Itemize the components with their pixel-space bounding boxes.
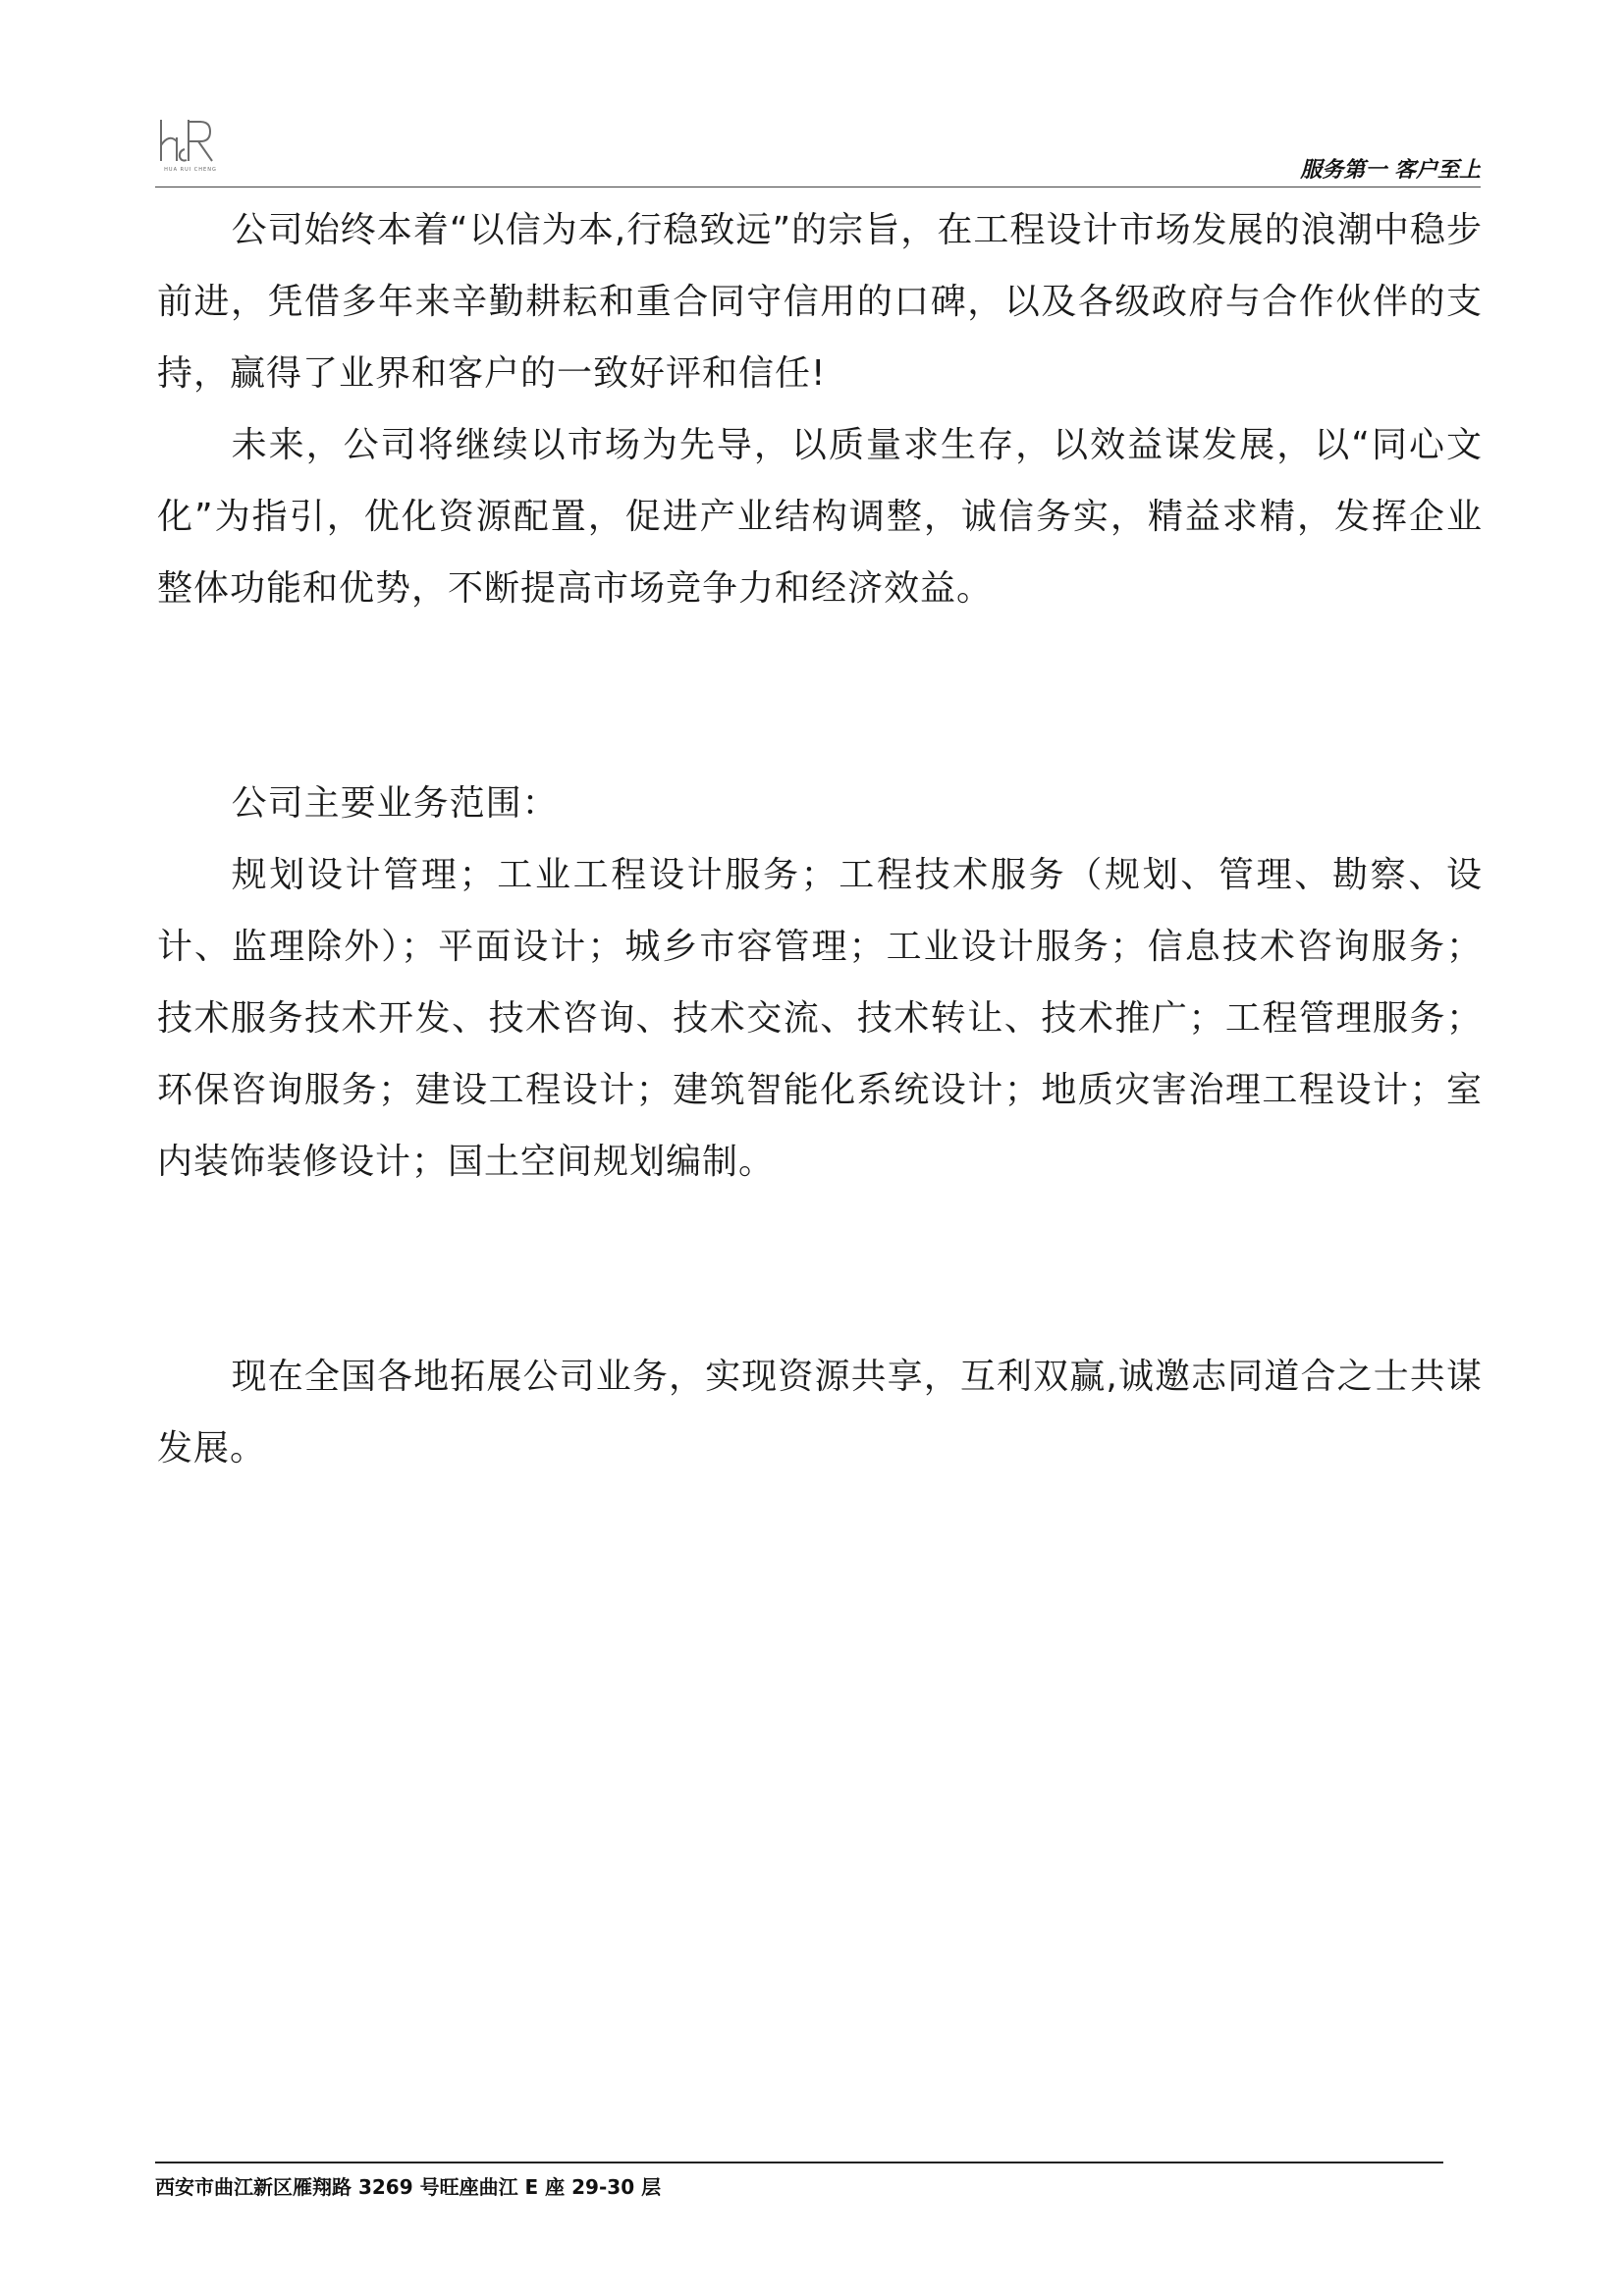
document-body — [157, 194, 1483, 1484]
spacer — [157, 1198, 1483, 1341]
intro-paragraph-1: 公司始终本着“以信为本,行稳致远”的宗旨，在工程设计市场发展的浪潮中稳步前进，凭借多年来辛勤耕耘和重合同守信用的口碑，以及各级政府与合作伙伴的支持，赢得了业界和客户的一致好评和信任! — [157, 210, 1483, 394]
footer-address: 西安市曲江新区雁翔路 3269 号旺座曲江 E 座 29-30 层 — [155, 2175, 662, 2199]
logo-caption: HUA RUI CHENG — [164, 167, 217, 173]
spacer — [157, 624, 1483, 768]
company-logo — [155, 116, 226, 181]
footer-divider — [155, 2162, 1443, 2163]
header-slogan: 服务第一 客户至上 — [1300, 158, 1481, 183]
intro-paragraph-2: 未来，公司将继续以市场为先导，以质量求生存，以效益谋发展，以“同心文化”为指引，优化资源配置，促进产业结构调整，诚信务实，精益求精，发挥企业整体功能和优势，不断提高市场竞争力和经济效益。 — [157, 425, 1483, 609]
scope-heading: 公司主要业务范围： — [231, 783, 559, 824]
scope-paragraph: 规划设计管理；工业工程设计服务；工程技术服务（规划、管理、勘察、设计、监理除外）；平面设计；城乡市容管理；工业设计服务；信息技术咨询服务；技术服务技术开发、技术咨询、技术交流、技术转让、技术推广；工程管理服务；环保咨询服务；建设工程设计；建筑智能化系统设计；地质灾害治理工程设计；室内装饰装修设计；国土空间规划编制。 — [157, 855, 1483, 1182]
closing-paragraph: 现在全国各地拓展公司业务，实现资源共享，互利双赢,诚邀志同道合之士共谋发展。 — [157, 1357, 1483, 1468]
hrc-logo-mark — [155, 116, 226, 167]
